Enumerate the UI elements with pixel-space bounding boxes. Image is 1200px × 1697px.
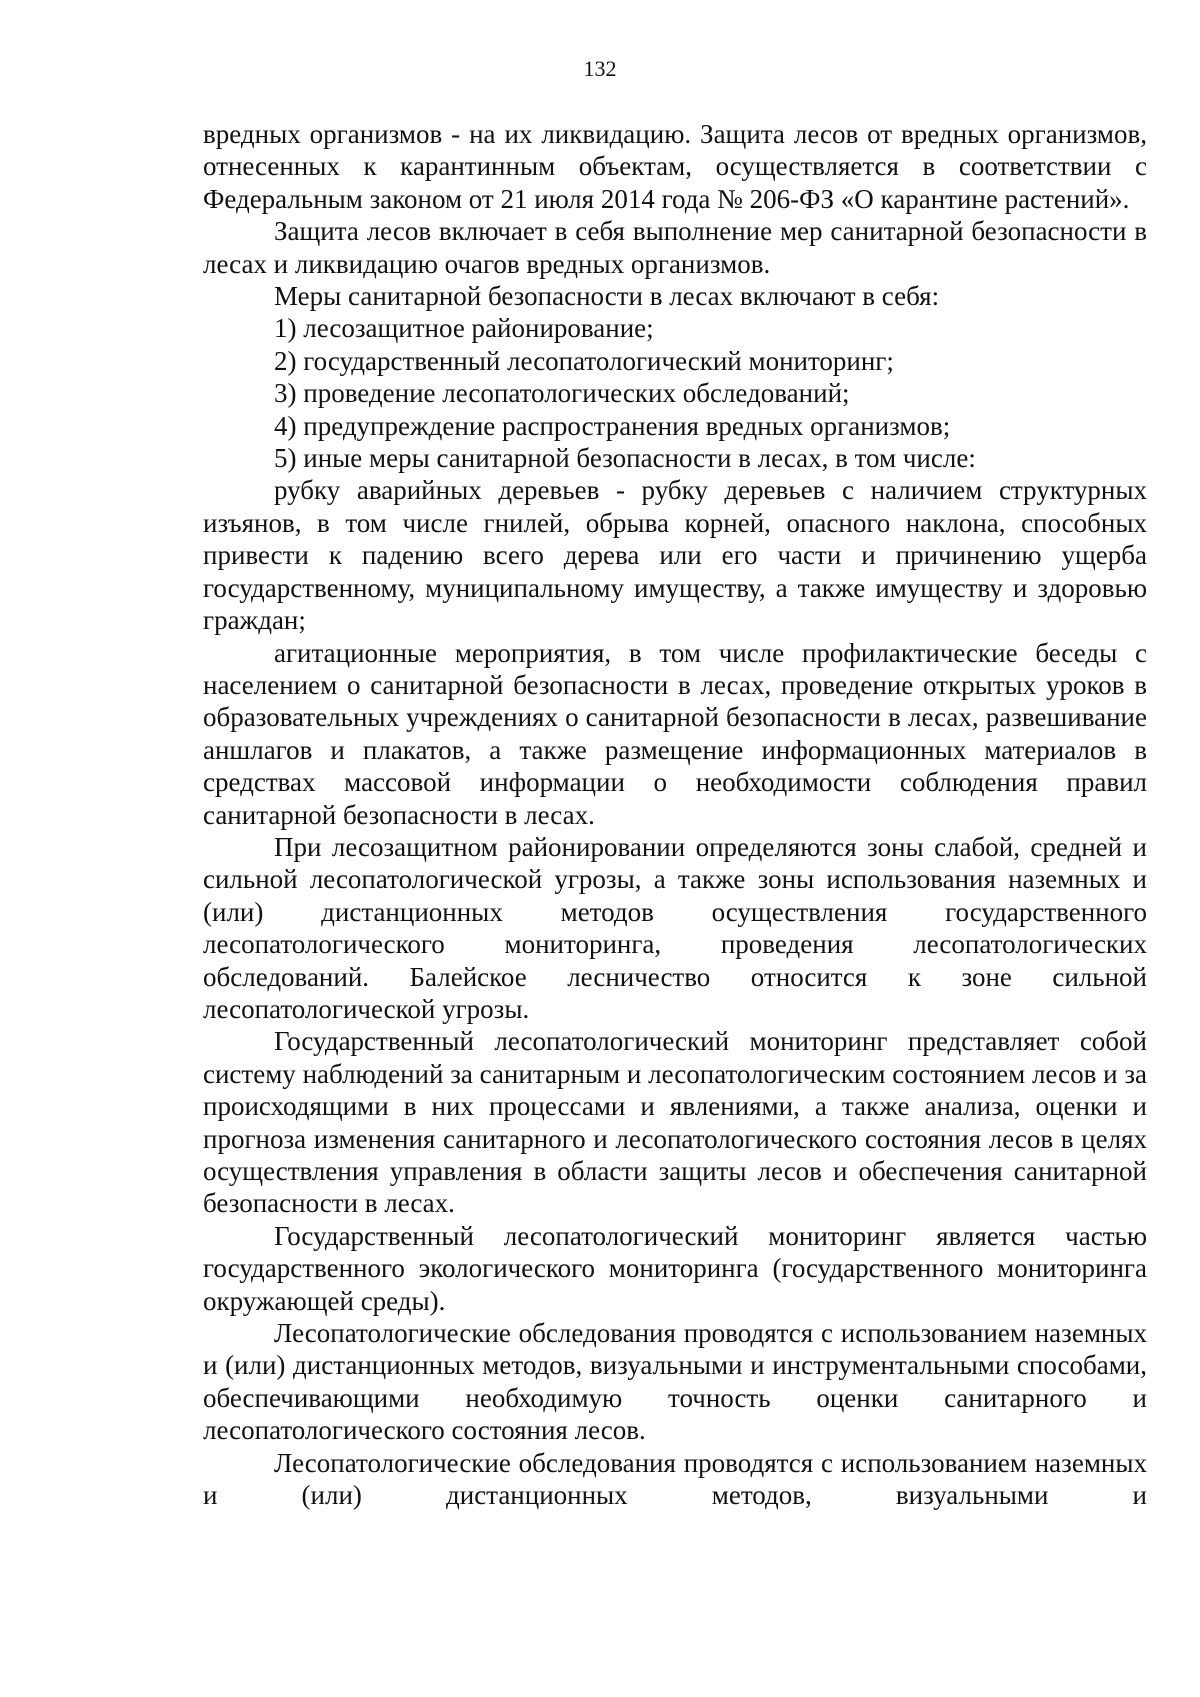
page-number: 132 [583, 56, 617, 81]
paragraph: Защита лесов включает в себя выполнение мер санитарной безопасности в лесах и ликвидацию очагов вредных организмов. [203, 216, 1147, 279]
paragraph: Лесопатологические обследования проводятся с использованием наземных и (или) дистанционных методов, визуальными и [203, 1447, 1147, 1511]
paragraph: При лесозащитном районировании определяются зоны слабой, средней и сильной лесопатологической угрозы, а также зоны использования наземных и (или) дистанционных методов осуществления государственного лесопатологического мониторинга, проведения лесопатологических обследований. Балейское лесничество относится к зоне сильной лесопатологической угрозы. [203, 831, 1147, 1024]
list-item: 5) иные меры санитарной безопасности в лесах, в том числе: [274, 443, 976, 474]
paragraph: Государственный лесопатологический мониторинг представляет собой систему наблюдений за санитарным и лесопатологическим состоянием лесов и за происходящими в них процессами и явлениями, а также анализа, оценки и прогноза изменения санитарного и лесопатологического состояния лесов в целях осуществления управления в области защиты лесов и обеспечения санитарной безопасности в лесах. [203, 1026, 1147, 1219]
paragraph: агитационные мероприятия, в том числе профилактические беседы с населением о санитарной безопасности в лесах, проведение открытых уроков в образовательных учреждениях о санитарной безопасности в лесах, развешивание аншлагов и плакатов, а также размещение информационных материалов в средствах массовой информации о необходимости соблюдения правил санитарной безопасности в лесах. [203, 637, 1147, 830]
list-item: 4) предупреждение распространения вредных организмов; [274, 410, 951, 441]
paragraph: вредных организмов - на их ликвидацию. Защита лесов от вредных организмов, отнесенных к карантинным объектам, осуществляется в соответствии с Федеральным законом от 21 июля 2014 года № 206-ФЗ «О карантине растений». [203, 119, 1147, 214]
list-item: 3) проведение лесопатологических обследований; [274, 378, 850, 409]
paragraph: рубку аварийных деревьев - рубку деревьев с наличием структурных изъянов, в том числе гнилей, обрыва корней, опасного наклона, способных привести к падению всего дерева или его части и причинению ущерба государственному, муниципальному имуществу, а также имуществу и здоровью граждан; [203, 475, 1147, 636]
list-item: 2) государственный лесопатологический мониторинг; [274, 345, 894, 376]
document-body [203, 118, 1147, 1511]
paragraph: Лесопатологические обследования проводятся с использованием наземных и (или) дистанционных методов, визуальными и инструментальными способами, обеспечивающими необходимую точность оценки санитарного и лесопатологического состояния лесов. [203, 1318, 1147, 1446]
paragraph: Государственный лесопатологический мониторинг является частью государственного экологического мониторинга (государственного мониторинга окружающей среды). [203, 1220, 1147, 1316]
list-item: 1) лесозащитное районирование; [274, 313, 654, 344]
paragraph: Меры санитарной безопасности в лесах включают в себя: [274, 281, 940, 312]
